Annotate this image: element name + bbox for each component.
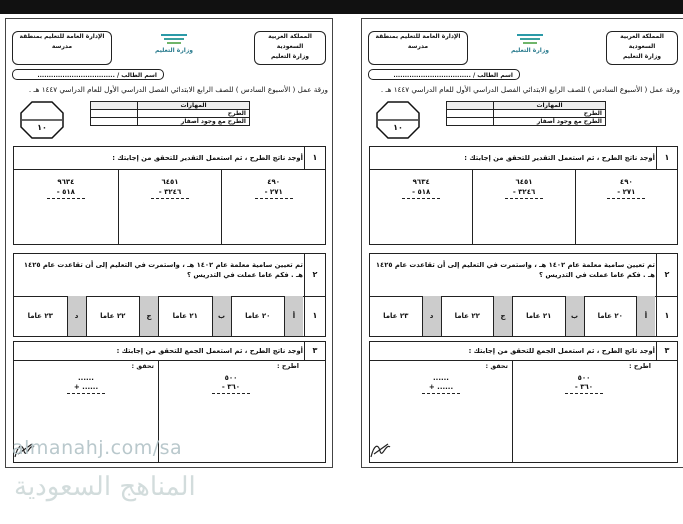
question-2 — [13, 253, 326, 337]
score-octagon-icon — [20, 101, 64, 139]
sub-question-number: ١ — [304, 296, 325, 336]
header-line: وزارة التعليم — [622, 53, 662, 60]
option-letter: ج — [493, 296, 512, 336]
problem-top: ٩٦٣٤ — [412, 178, 430, 186]
skill-item: الطرح — [494, 110, 606, 118]
problem-top: ٦٤٥١ — [515, 178, 533, 186]
question-text: أوجد ناتج الطرح ، ثم استعمل التقدير للتحقق من إجابتك : — [112, 154, 303, 162]
score-value: ١٠ — [37, 123, 47, 132]
answer-line — [212, 393, 250, 394]
problem-cell — [370, 169, 472, 244]
question-text: تم تعيين سامية معلمة عام ١٤٠٢ هـ ، واستمرت في التعليم إلى أن تقاعدت عام ١٤٢٥ هـ . فكم عاما عملت في التدريس ؟ — [23, 261, 303, 279]
header-left-box — [12, 31, 112, 65]
problem-top: ٥٠٠ — [577, 374, 591, 382]
problem-top: ٤٩٠ — [267, 178, 281, 186]
problem-bottom: ٣٢٤٦ - — [158, 188, 182, 196]
header-line: مدرسة — [51, 43, 73, 50]
header-right-box — [254, 31, 326, 65]
problem-top: ٥٠٠ — [224, 374, 238, 382]
option-value[interactable]: ٢٠ عاما — [231, 296, 285, 336]
option-value[interactable]: ٢١ عاما — [158, 296, 212, 336]
problem-top: ٦٤٥١ — [161, 178, 179, 186]
answer-line — [255, 198, 293, 199]
problem-top: ٩٦٣٤ — [57, 178, 75, 186]
worksheet-left — [5, 18, 333, 468]
logo-text: وزارة التعليم — [154, 47, 194, 54]
watermark-arabic: المناهج السعودية — [14, 472, 196, 502]
answer-line — [505, 198, 543, 199]
header-line: وزارة التعليم — [270, 53, 310, 60]
question-text: أوجد ناتج الطرح ، ثم استعمل التقدير للتحقق من إجابتك : — [464, 154, 655, 162]
answer-line — [422, 393, 460, 394]
option-letter: أ — [284, 296, 303, 336]
problem-bottom: ٥١٨ - — [56, 188, 75, 196]
question-text: أوجد ناتج الطرح ، ثم استعمل الجمع للتحقق من إجابتك : — [116, 347, 303, 355]
option-letter: ج — [139, 296, 158, 336]
skill-item: الطرح مع وجود أصفار — [494, 118, 606, 126]
worksheet-title: ورقة عمل ( الأسبوع السادس ) للصف الرابع الابتدائي الفصل الدراسي الأول للعام الدراسي ١٤٤٧ هـ . — [28, 85, 328, 94]
answer-line — [607, 198, 645, 199]
score-value: ١٠ — [393, 123, 403, 132]
logo-icon — [159, 33, 189, 45]
worksheet-right — [361, 18, 683, 468]
header-right-box — [606, 31, 678, 65]
subtract-cell — [512, 360, 655, 462]
problem-bottom: ٣٦٠ - — [221, 383, 241, 391]
skill-item: الطرح — [138, 110, 250, 118]
watermark-url: almanahj.com/sa — [12, 437, 183, 459]
student-name-field: اسم الطالب / .................................. — [12, 69, 164, 80]
question-number: ٣ — [304, 342, 325, 360]
problem-cell — [118, 169, 222, 244]
question-1 — [13, 146, 326, 245]
option-letter: د — [67, 296, 86, 336]
logo-icon — [515, 33, 545, 45]
question-text: تم تعيين سامية معلمة عام ١٤٠٢ هـ ، واستمرت في التعليم إلى أن تقاعدت عام ١٤٢٥ هـ . فكم عاما عملت في التدريس ؟ — [375, 261, 655, 279]
problem-bottom: ٣٢٤٦ - — [512, 188, 536, 196]
top-bar — [0, 0, 683, 14]
header-line: الإدارة العامة للتعليم بمنطقة — [19, 33, 105, 40]
check-label: تحقق : — [485, 362, 508, 370]
option-value[interactable]: ٢١ عاما — [512, 296, 565, 336]
header-line: الإدارة العامة للتعليم بمنطقة — [375, 33, 461, 40]
answer-line — [565, 393, 603, 394]
skills-table — [446, 101, 606, 126]
answer-line — [47, 198, 85, 199]
answer-options — [370, 296, 655, 336]
option-value[interactable]: ٢٢ عاما — [86, 296, 140, 336]
question-text: أوجد ناتج الطرح ، ثم استعمل الجمع للتحقق من إجابتك : — [468, 347, 655, 355]
option-value[interactable]: ٢٠ عاما — [584, 296, 637, 336]
option-letter: د — [422, 296, 441, 336]
answer-line — [67, 393, 105, 394]
header-line: المملكة العربية السعودية — [268, 33, 312, 50]
logo-text: وزارة التعليم — [510, 47, 550, 54]
question-number: ١ — [304, 147, 325, 169]
check-top: ...... — [78, 374, 94, 382]
answer-line — [151, 198, 189, 199]
option-value[interactable]: ٢٣ عاما — [27, 312, 53, 320]
option-value[interactable]: ٢٣ عاما — [383, 312, 409, 320]
question-number: ٢ — [304, 254, 325, 296]
question-number: ١ — [656, 147, 677, 169]
q3-columns — [370, 360, 655, 462]
problem-bottom: ٣٦٠ - — [574, 383, 594, 391]
problem-cell — [14, 169, 118, 244]
problem-top: ٤٩٠ — [619, 178, 633, 186]
answer-line — [402, 198, 440, 199]
signature-stamp-icon — [368, 439, 394, 461]
worksheet-title: ورقة عمل ( الأسبوع السادس ) للصف الرابع الابتدائي الفصل الدراسي الأول للعام الدراسي ١٤٤٧ هـ . — [380, 85, 680, 94]
skills-table — [90, 101, 250, 126]
option-value[interactable]: ٢٢ عاما — [441, 296, 494, 336]
question-number: ٣ — [656, 342, 677, 360]
skills-header: المهارات — [138, 102, 250, 110]
problem-cell — [472, 169, 574, 244]
problem-cell — [575, 169, 677, 244]
check-bottom: ...... + — [428, 383, 454, 391]
skill-item: الطرح مع وجود أصفار — [138, 118, 250, 126]
question-number: ٢ — [656, 254, 677, 296]
header-left-box — [368, 31, 468, 65]
answer-options — [14, 296, 303, 336]
problem-bottom: ٢٧١ - — [617, 188, 636, 196]
subtract-label: اطرح : — [629, 362, 651, 370]
ministry-logo — [502, 33, 558, 61]
check-label: تحقق : — [131, 362, 154, 370]
score-octagon-icon — [376, 101, 420, 139]
skills-header: المهارات — [494, 102, 606, 110]
check-top: ...... — [433, 374, 449, 382]
option-letter: ب — [212, 296, 231, 336]
header-line: مدرسة — [407, 43, 429, 50]
ministry-logo — [146, 33, 202, 61]
header-line: المملكة العربية السعودية — [620, 33, 664, 50]
check-bottom: ...... + — [73, 383, 99, 391]
problem-bottom: ٢٧١ - — [264, 188, 283, 196]
subtract-label: اطرح : — [277, 362, 299, 370]
option-letter: أ — [636, 296, 655, 336]
question-3 — [369, 341, 678, 463]
problem-bottom: ٥١٨ - — [412, 188, 431, 196]
option-letter: ب — [565, 296, 584, 336]
question-2 — [369, 253, 678, 337]
student-name-field: اسم الطالب / .................................. — [368, 69, 520, 80]
problem-cell — [221, 169, 325, 244]
sub-question-number: ١ — [656, 296, 677, 336]
question-1 — [369, 146, 678, 245]
